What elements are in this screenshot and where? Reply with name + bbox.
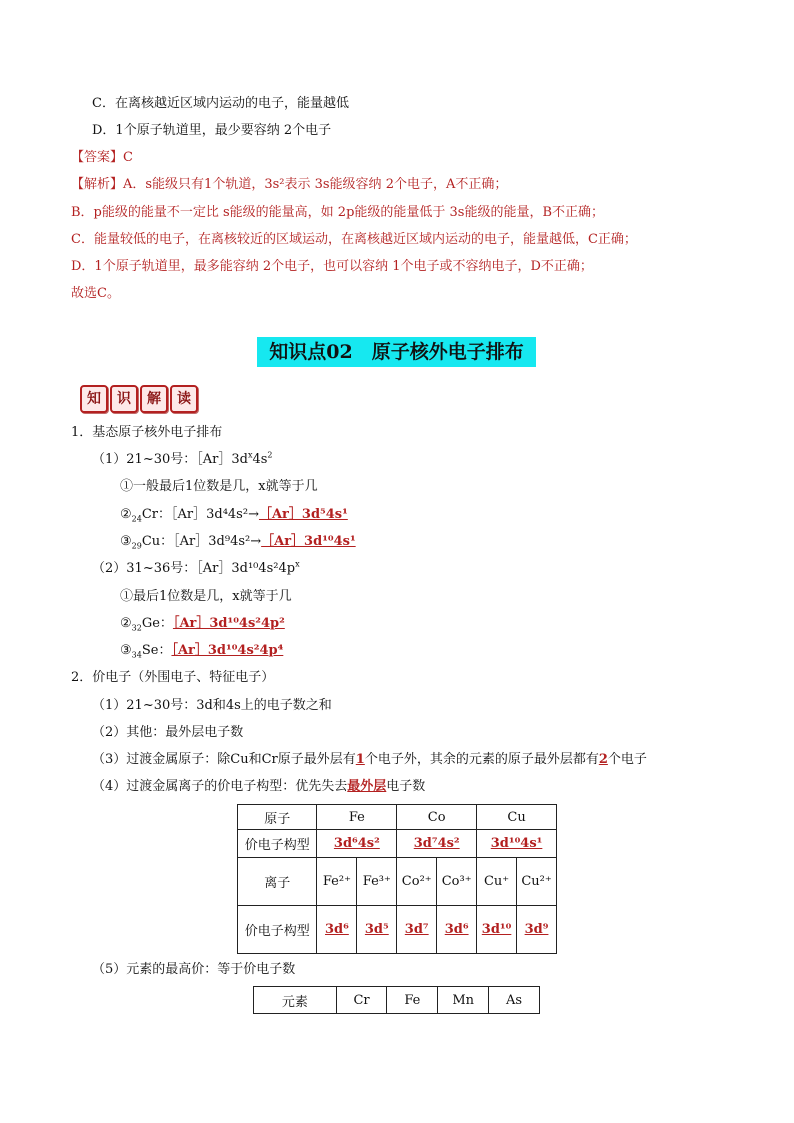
s2-line1: （1）21~30号：3d和4s上的电子数之和 — [92, 698, 332, 713]
badge-zhi: 知 — [80, 385, 108, 413]
element-fe: Fe — [387, 987, 438, 1014]
answer: 【答案】C — [71, 150, 133, 165]
badge-du: 读 — [170, 385, 198, 413]
s2-line5: （5）元素的最高价：等于价电子数 — [92, 962, 296, 977]
ion-fe2: Fe²⁺ — [317, 858, 357, 906]
header-atom: 原子 — [238, 805, 317, 830]
s2-line4: （4）过渡金属离子的价电子构型：优先失去最外层电子数 — [92, 779, 426, 794]
badge-jie: 解 — [140, 385, 168, 413]
s1-heading: 1．基态原子核外电子排布 — [71, 425, 223, 440]
s1-rule-21-30: （1）21~30号：$[Ar]3d^x4s^2$ — [92, 450, 273, 467]
cu-config: 3d¹⁰4s¹ — [477, 830, 557, 858]
s1-cr-line: $②_{24}Cr$：［Ar］3d⁴4s²→［Ar］3d⁵4s¹ — [120, 507, 348, 524]
cu1-config: 3d¹⁰ — [477, 906, 517, 954]
option-c: C．在离核越近区域内运动的电子，能量越低 — [92, 96, 349, 111]
s1-se-line: $③_{34}Se$：［Ar］3d¹⁰4s²4p⁴ — [120, 643, 284, 660]
badge-shi: 识 — [110, 385, 138, 413]
header-cu: Cu — [477, 805, 557, 830]
cu2-config: 3d⁹ — [517, 906, 557, 954]
ion-co2: Co²⁺ — [397, 858, 437, 906]
analysis-line-b: B．p能级的能量不一定比 s能级的能量高，如 2p能级的能量低于 3s能级的能量，B不正确； — [71, 205, 605, 220]
fe2-config: 3d⁶ — [317, 906, 357, 954]
fe3-config: 3d⁵ — [357, 906, 397, 954]
outer-electron-answer-1: 1 — [355, 752, 365, 767]
cr-answer: ［Ar］3d⁵4s¹ — [258, 507, 348, 522]
element-cr: Cr — [336, 987, 387, 1014]
s2-heading: 2．价电子（外围电子、特征电子） — [71, 670, 275, 685]
fe-config: 3d⁶4s² — [317, 830, 397, 858]
header-co: Co — [397, 805, 477, 830]
co-config: 3d⁷4s² — [397, 830, 477, 858]
analysis-line-d: D．1个原子轨道里，最多能容纳 2个电子，也可以容纳 1个电子或不容纳电子，D不正确； — [71, 259, 593, 274]
se-answer: ［Ar］3d¹⁰4s²4p⁴ — [171, 643, 284, 658]
s2-line3: （3）过渡金属原子：除Cu和Cr原子最外层有1个电子外，其余的元素的原子最外层都有2个电子 — [92, 752, 647, 767]
outer-electron-answer-2: 2 — [598, 752, 608, 767]
analysis-line-a: 【解析】A．s能级只有1个轨道，3s²表示 3s能级容纳 2个电子，A不正确； — [71, 177, 508, 192]
outer-layer-answer: 最外层 — [347, 779, 387, 794]
element-as: As — [489, 987, 540, 1014]
header-fe: Fe — [317, 805, 397, 830]
s1-cu-line: $③_{29}Cu$：［Ar］3d⁹4s²→［Ar］3d¹⁰4s¹ — [120, 534, 356, 551]
s1-ge-line: $②_{32}Ge$：［Ar］3d¹⁰4s²4p² — [120, 616, 285, 633]
section-title: 知识点02 原子核外电子排布 — [257, 337, 536, 367]
co2-config: 3d⁷ — [397, 906, 437, 954]
ge-answer: ［Ar］3d¹⁰4s²4p² — [172, 616, 285, 631]
s2-line2: （2）其他：最外层电子数 — [92, 725, 244, 740]
row-ion-label: 离子 — [238, 858, 317, 906]
co3-config: 3d⁶ — [437, 906, 477, 954]
s1-rule1: ①一般最后1位数是几，x就等于几 — [120, 479, 318, 494]
option-d: D．1个原子轨道里，最少要容纳 2个电子 — [92, 123, 332, 138]
row-ion-config-label: 价电子构型 — [238, 906, 317, 954]
ion-cu2: Cu²⁺ — [517, 858, 557, 906]
ion-co3: Co³⁺ — [437, 858, 477, 906]
element-mn: Mn — [438, 987, 489, 1014]
s1-rule2: ①最后1位数是几，x就等于几 — [120, 589, 292, 604]
valence-config-table — [237, 804, 557, 954]
ion-fe3: Fe³⁺ — [357, 858, 397, 906]
header-element: 元素 — [254, 987, 337, 1014]
s1-rule-31-36: （2）31~36号：$[Ar]3d^{10}4s^24p^x$ — [92, 559, 300, 576]
cu-answer: ［Ar］3d¹⁰4s¹ — [261, 534, 356, 549]
element-table — [253, 986, 540, 1014]
ion-cu1: Cu⁺ — [477, 858, 517, 906]
analysis-conclusion: 故选C。 — [71, 286, 120, 301]
row-atom-config-label: 价电子构型 — [238, 830, 317, 858]
knowledge-badges — [80, 385, 198, 413]
analysis-line-c: C．能量较低的电子，在离核较近的区域运动，在离核越近区域内运动的电子，能量越低，C正确； — [71, 232, 637, 247]
